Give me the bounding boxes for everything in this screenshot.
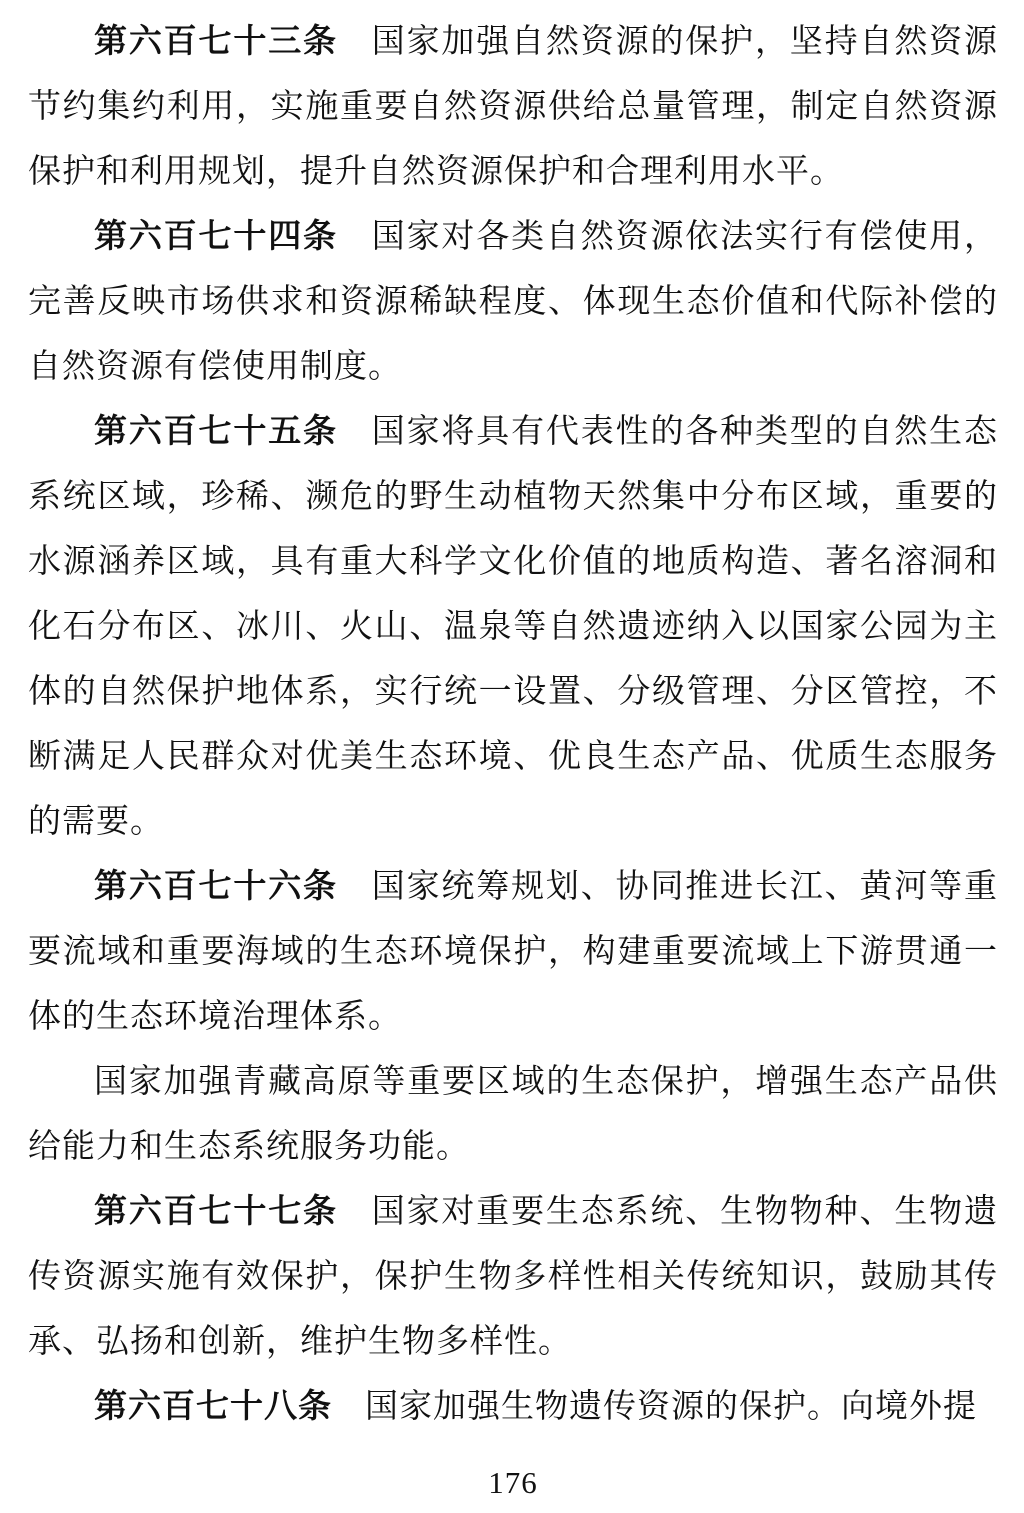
article-text-block bbox=[28, 10, 998, 1453]
article-number: 第六百七十六条 bbox=[94, 869, 338, 905]
article-paragraph-676 bbox=[28, 855, 998, 1050]
article-text: 国家对重要生态系统、生物物种、生物遗传资源实施有效保护，保护生物多样性相关传统知识，鼓励其传承、弘扬和创新，维护生物多样性。 bbox=[28, 1194, 999, 1360]
article-text: 国家将具有代表性的各种类型的自然生态系统区域，珍稀、濒危的野生动植物天然集中分布区域，重要的水源涵养区域，具有重大科学文化价值的地质构造、著名溶洞和化石分布区、冰川、火山、温泉等自然遗迹纳入以国家公园为主体的自然保护地体系，实行统一设置、分级管理、分区管控，不断满足人民群众对优美生态环境、优良生态产品、优质生态服务的需要。 bbox=[28, 414, 999, 840]
article-paragraph-675 bbox=[28, 400, 998, 855]
article-text: 国家加强青藏高原等重要区域的生态保护，增强生态产品供给能力和生态系统服务功能。 bbox=[28, 1064, 998, 1165]
article-text: 国家统筹规划、协同推进长江、黄河等重要流域和重要海域的生态环境保护，构建重要流域上下游贯通一体的生态环境治理体系。 bbox=[28, 869, 999, 1035]
page-number: 176 bbox=[488, 1465, 538, 1500]
article-number: 第六百七十五条 bbox=[94, 414, 338, 450]
article-number: 第六百七十八条 bbox=[94, 1389, 332, 1425]
article-paragraph-677 bbox=[28, 1180, 998, 1375]
article-number: 第六百七十三条 bbox=[94, 24, 338, 60]
article-text: 国家加强自然资源的保护，坚持自然资源节约集约利用，实施重要自然资源供给总量管理，制定自然资源保护和利用规划，提升自然资源保护和合理利用水平。 bbox=[28, 24, 999, 190]
article-text: 国家对各类自然资源依法实行有偿使用，完善反映市场供求和资源稀缺程度、体现生态价值和代际补偿的自然资源有偿使用制度。 bbox=[28, 219, 999, 385]
article-paragraph-674 bbox=[28, 205, 998, 400]
article-number: 第六百七十四条 bbox=[94, 219, 338, 255]
article-text: 国家加强生物遗传资源的保护。向境外提 bbox=[365, 1389, 977, 1425]
article-paragraph-676-2 bbox=[28, 1050, 998, 1180]
article-paragraph-673 bbox=[28, 10, 998, 205]
article-paragraph-678 bbox=[28, 1375, 998, 1440]
article-number: 第六百七十七条 bbox=[94, 1194, 338, 1230]
